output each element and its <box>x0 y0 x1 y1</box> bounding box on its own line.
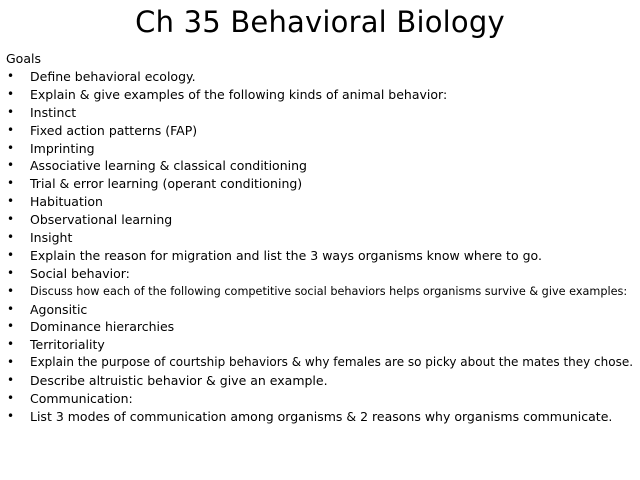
goal-item-text: Habituation <box>30 194 103 210</box>
goal-item-text: List 3 modes of communication among organisms & 2 reasons why organisms communicate. <box>30 408 613 424</box>
goal-list-item <box>0 265 640 283</box>
goal-list-item <box>0 408 640 426</box>
slide-title: Ch 35 Behavioral Biology <box>135 5 505 39</box>
goal-list-item <box>0 390 640 408</box>
goal-item-text: Observational learning <box>30 212 173 228</box>
goal-item-text: Explain the purpose of courtship behaviors & why females are so picky about the mates they chose. <box>30 355 634 370</box>
bullet-icon: • <box>7 337 15 352</box>
goal-list-item <box>0 354 640 372</box>
bullet-icon: • <box>7 176 15 191</box>
goal-item-text: Imprinting <box>30 140 95 156</box>
goal-list-item <box>0 211 640 229</box>
goal-item-text: Trial & error learning (operant conditioning) <box>30 176 303 192</box>
goal-item-text: Explain & give examples of the following kinds of animal behavior: <box>30 86 448 102</box>
bullet-icon: • <box>7 408 15 423</box>
goal-item-text: Describe altruistic behavior & give an example. <box>30 373 328 389</box>
bullet-icon: • <box>7 247 15 262</box>
goal-list-item <box>0 247 640 265</box>
goal-list-item <box>0 175 640 193</box>
goal-item-text: Dominance hierarchies <box>30 319 175 335</box>
goal-list-item <box>0 229 640 247</box>
bullet-icon: • <box>7 373 15 388</box>
goal-list-item <box>0 122 640 140</box>
bullet-icon: • <box>7 283 15 298</box>
goal-item-text: Social behavior: <box>30 265 130 281</box>
goal-item-text: Explain the reason for migration and list the 3 ways organisms know where to go. <box>30 247 542 263</box>
goal-item-text: Insight <box>30 230 73 246</box>
goals-list <box>0 68 640 426</box>
bullet-icon: • <box>7 122 15 137</box>
bullet-icon: • <box>7 230 15 245</box>
bullet-icon: • <box>7 212 15 227</box>
bullet-icon: • <box>7 194 15 209</box>
bullet-icon: • <box>7 140 15 155</box>
goal-list-item <box>0 301 640 319</box>
bullet-icon: • <box>7 319 15 334</box>
goal-list-item <box>0 140 640 158</box>
bullet-icon: • <box>7 86 15 101</box>
goal-item-text: Associative learning & classical conditioning <box>30 158 307 174</box>
goal-item-text: Discuss how each of the following competitive social behaviors helps organisms survive & give examples: <box>30 284 628 298</box>
bullet-icon: • <box>7 265 15 280</box>
bullet-icon: • <box>7 391 15 406</box>
goal-list-item <box>0 193 640 211</box>
bullet-icon: • <box>7 69 15 83</box>
goal-list-item <box>0 86 640 104</box>
goal-item-text: Territoriality <box>30 337 105 353</box>
goal-list-item <box>0 68 640 86</box>
goal-list-item <box>0 104 640 122</box>
goal-list-item <box>0 157 640 175</box>
bullet-icon: • <box>7 158 15 173</box>
goal-item-text: Communication: <box>30 391 133 407</box>
bullet-icon: • <box>7 355 15 370</box>
goals-label: Goals <box>6 51 41 66</box>
goal-item-text: Fixed action patterns (FAP) <box>30 122 198 138</box>
goal-list-item <box>0 318 640 336</box>
goal-item-text: Instinct <box>30 104 77 120</box>
goal-list-item <box>0 372 640 390</box>
bullet-icon: • <box>7 301 15 316</box>
goal-item-text: Define behavioral ecology. <box>30 69 196 84</box>
goal-list-item <box>0 283 640 301</box>
goal-list-item <box>0 336 640 354</box>
bullet-icon: • <box>7 104 15 119</box>
goal-item-text: Agonsitic <box>30 301 88 317</box>
